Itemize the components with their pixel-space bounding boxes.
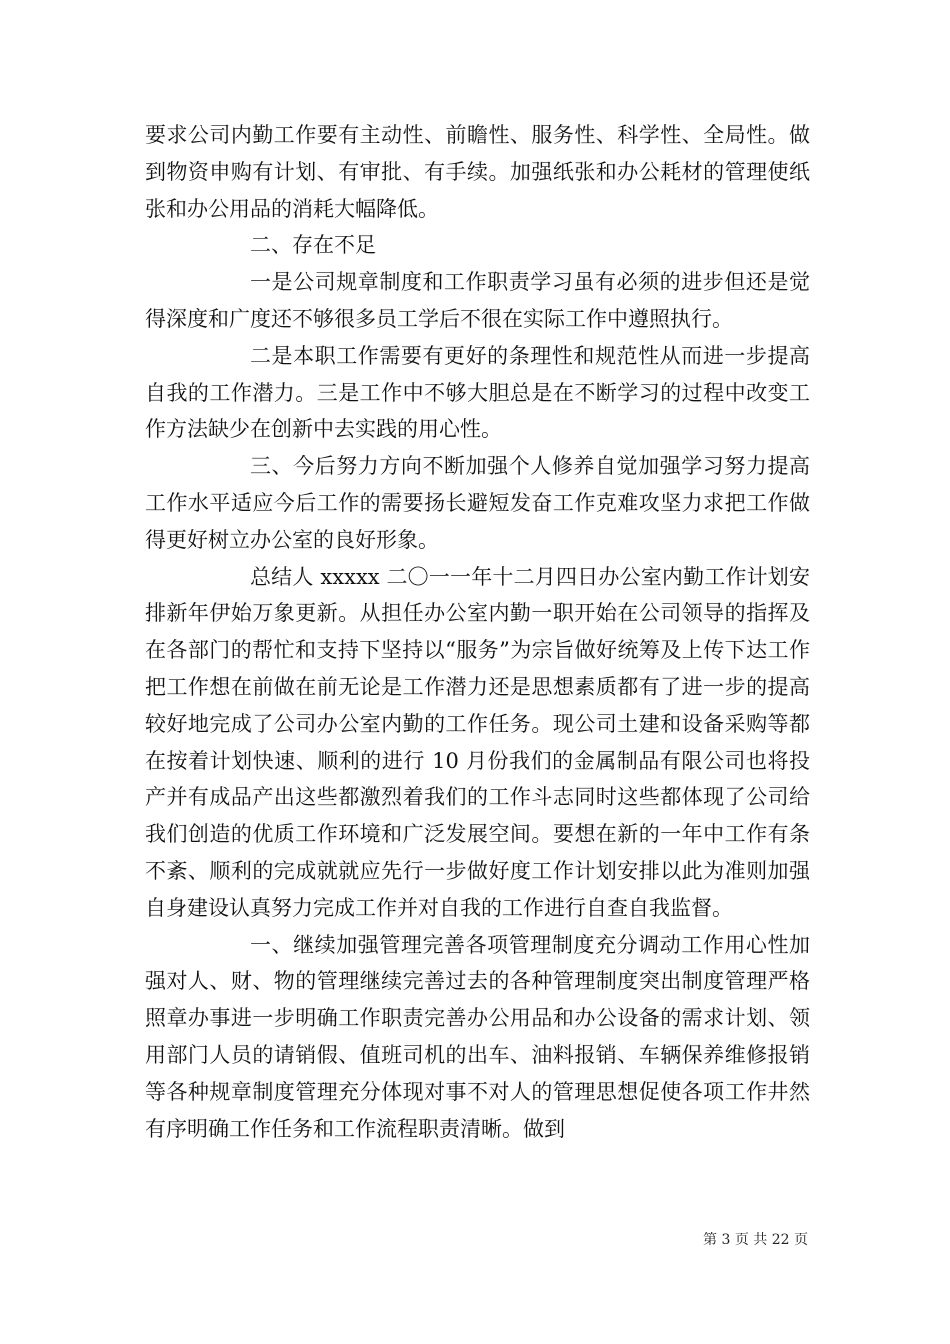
paragraph-4: 二是本职工作需要有更好的条理性和规范性从而进一步提高自我的工作潜力。三是工作中不够大胆总是在不断学习的过程中改变工作方法缺少在创新中去实践的用心性。	[145, 343, 810, 442]
paragraph-5: 三、今后努力方向不断加强个人修养自觉加强学习努力提高工作水平适应今后工作的需要扬长避短发奋工作克难攻坚力求把工作做得更好树立办公室的良好形象。	[145, 454, 810, 552]
paragraph-1: 要求公司内勤工作要有主动性、前瞻性、服务性、科学性、全局性。做到物资申购有计划、有审批、有手续。加强纸张和办公耗材的管理使纸张和办公用品的消耗大幅降低。	[145, 123, 810, 221]
paragraph-7: 一、继续加强管理完善各项管理制度充分调动工作用心性加强对人、财、物的管理继续完善过去的各种管理制度突出制度管理严格照章办事进一步明确工作职责完善办公用品和办公设备的需求计划、领用部门人员的请销假、值班司机的出车、油料报销、车辆保养维修报销等各种规章制度管理充分体现对事不对人的管理思想促使各项工作井然有序明确工作任务和工作流程职责清晰。做到	[145, 932, 810, 1141]
document-body	[145, 117, 810, 1147]
paragraph-3: 一是公司规章制度和工作职责学习虽有必须的进步但还是觉得深度和广度还不够很多员工学后不很在实际工作中遵照执行。	[145, 270, 810, 331]
paragraph-6: 总结人 xxxxx 二〇一一年十二月四日办公室内勤工作计划安排新年伊始万象更新。从担任办公室内勤一职开始在公司领导的指挥及在各部门的帮忙和支持下坚持以“服务”为宗旨做好统筹及上传下达工作把工作想在前做在前无论是工作潜力还是思想素质都有了进一步的提高较好地完成了公司办公室内勤的工作任务。现公司土建和设备采购等都在按着计划快速、顺利的进行 10 月份我们的金属制品有限公司也将投产并有成品产出这些都激烈着我们的工作斗志同时这些都体现了公司给我们创造的优质工作环境和广泛发展空间。要想在新的一年中工作有条不紊、顺利的完成就就应先行一步做好度工作计划安排以此为准则加强自身建设认真努力完成工作并对自我的工作进行自查自我监督。	[145, 564, 810, 920]
page-number-footer: 第 3 页 共 22 页	[703, 1232, 808, 1248]
section-heading-shortcomings: 二、存在不足	[250, 233, 376, 258]
